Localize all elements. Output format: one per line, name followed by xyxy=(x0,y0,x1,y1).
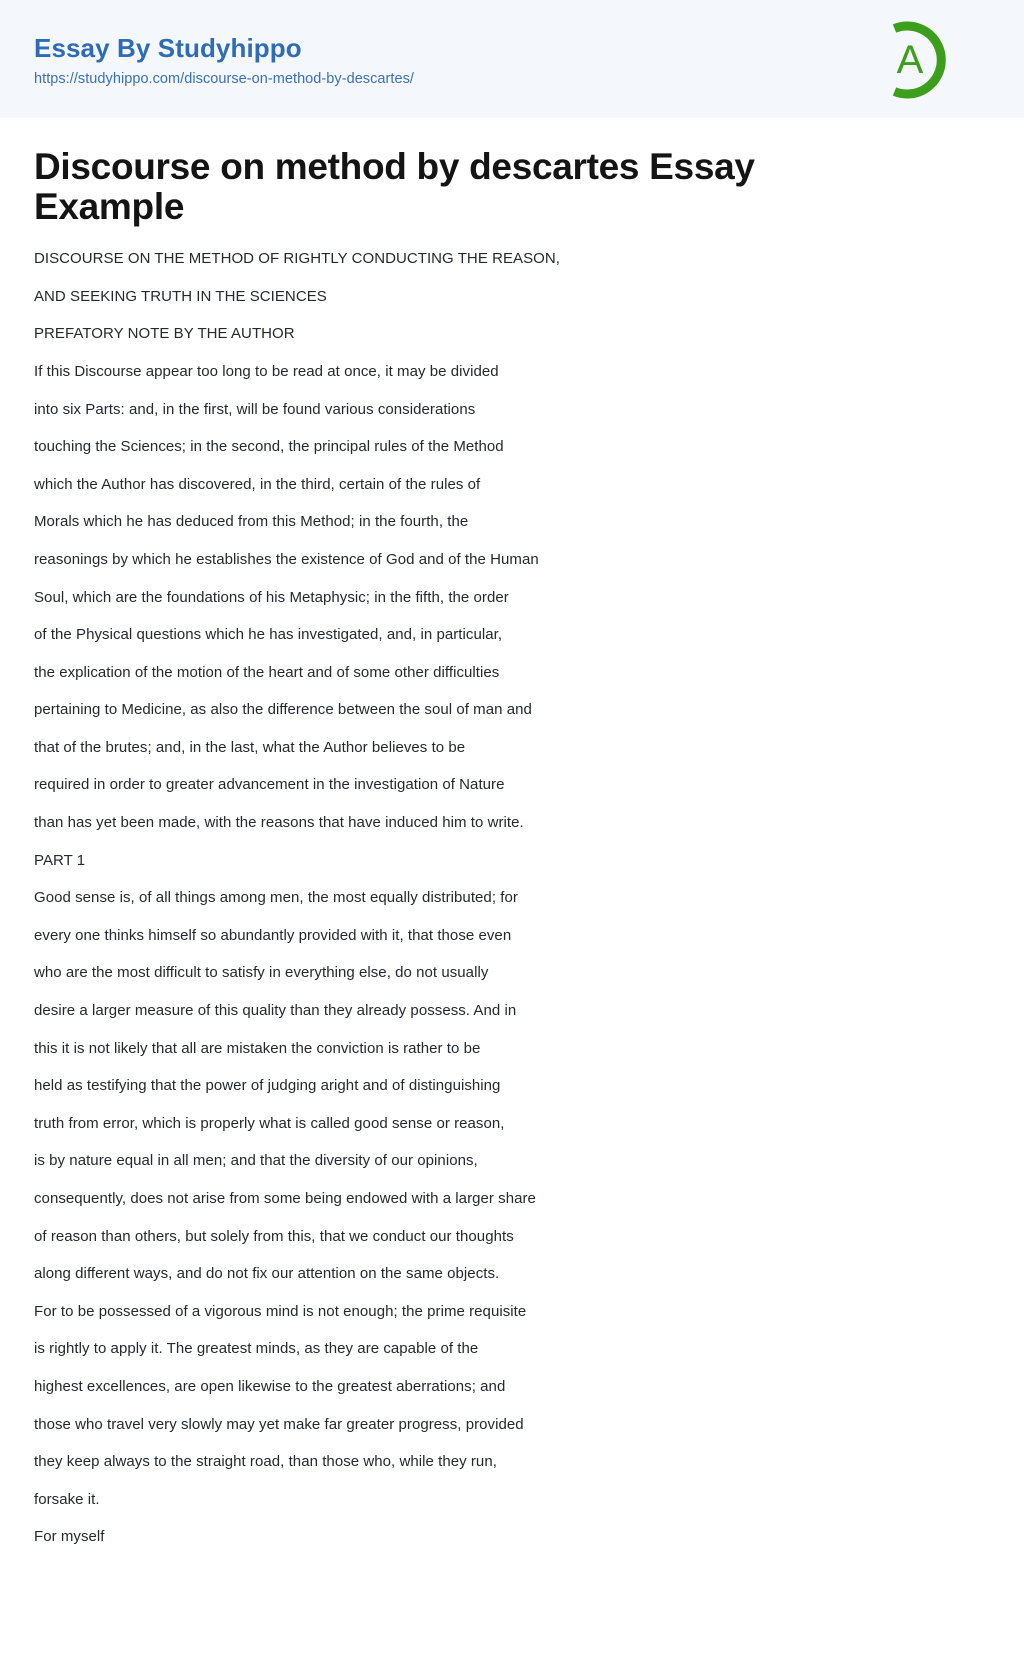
text-line: is by nature equal in all men; and that the diversity of our opinions, xyxy=(34,1152,478,1170)
text-line: every one thinks himself so abundantly provided with it, that those even xyxy=(34,926,512,944)
text-line: required in order to greater advancement in the investigation of Nature xyxy=(34,776,505,794)
paragraph-subtitle-line-2 xyxy=(34,278,990,316)
text-line: into six Parts: and, in the first, will be found various considerations xyxy=(34,400,476,418)
text-line: touching the Sciences; in the second, the principal rules of the Method xyxy=(34,438,504,456)
page-header xyxy=(0,0,1024,118)
text-line: than has yet been made, with the reasons that have induced him to write. xyxy=(34,814,524,832)
text-line: is rightly to apply it. The greatest minds, as they are capable of the xyxy=(34,1340,479,1358)
page-title: Discourse on method by descartes Essay Example xyxy=(34,146,755,227)
document-body xyxy=(0,147,1024,1556)
text-line: pertaining to Medicine, as also the difference between the soul of man and xyxy=(34,701,532,719)
text-line: along different ways, and do not fix our attention on the same objects. xyxy=(34,1265,500,1283)
text-line: PART 1 xyxy=(34,851,86,869)
paragraph-prefatory-note-heading xyxy=(34,315,990,353)
text-line: who are the most difficult to satisfy in everything else, do not usually xyxy=(34,964,489,982)
header-text-block xyxy=(34,34,414,89)
paragraph-part-1-body xyxy=(34,879,990,1293)
paragraph-part-1-heading xyxy=(34,842,990,880)
text-line: this it is not likely that all are mistaken the conviction is rather to be xyxy=(34,1039,481,1057)
text-line: truth from error, which is properly what is called good sense or reason, xyxy=(34,1114,505,1132)
text-line: of the Physical questions which he has investigated, and, in particular, xyxy=(34,626,503,644)
brand-logo-icon xyxy=(868,18,952,102)
text-line: highest excellences, are open likewise to the greatest aberrations; and xyxy=(34,1377,506,1395)
text-line: For to be possessed of a vigorous mind is not enough; the prime requisite xyxy=(34,1302,527,1320)
text-line: Good sense is, of all things among men, the most equally distributed; for xyxy=(34,889,518,907)
text-line: of reason than others, but solely from this, that we conduct our thoughts xyxy=(34,1227,514,1245)
text-line: those who travel very slowly may yet make far greater progress, provided xyxy=(34,1415,524,1433)
paragraph-part-1-body-3 xyxy=(34,1518,990,1556)
paragraph-subtitle-line-1 xyxy=(34,240,990,278)
text-line: which the Author has discovered, in the third, certain of the rules of xyxy=(34,475,481,493)
document-content xyxy=(34,240,990,1556)
brand-logo-letter: A xyxy=(896,38,924,82)
text-line: held as testifying that the power of judging aright and of distinguishing xyxy=(34,1077,501,1095)
site-title: Essay By Studyhippo xyxy=(34,32,302,63)
text-line: DISCOURSE ON THE METHOD OF RIGHTLY CONDUCTING THE REASON, xyxy=(34,250,560,268)
source-url[interactable]: https://studyhippo.com/discourse-on-method-by-descartes/ xyxy=(34,71,414,88)
text-line: that of the brutes; and, in the last, what the Author believes to be xyxy=(34,738,466,756)
text-line: the explication of the motion of the heart and of some other difficulties xyxy=(34,663,500,681)
text-line: AND SEEKING TRUTH IN THE SCIENCES xyxy=(34,287,327,305)
paragraph-prefatory-note-body xyxy=(34,353,990,842)
text-line: desire a larger measure of this quality than they already possess. And in xyxy=(34,1002,517,1020)
text-line: Morals which he has deduced from this Method; in the fourth, the xyxy=(34,513,469,531)
paragraph-part-1-body-2 xyxy=(34,1293,990,1519)
text-line: PREFATORY NOTE BY THE AUTHOR xyxy=(34,325,295,343)
text-line: Soul, which are the foundations of his Metaphysic; in the fifth, the order xyxy=(34,588,509,606)
text-line: reasonings by which he establishes the existence of God and of the Human xyxy=(34,550,539,568)
text-line: consequently, does not arise from some being endowed with a larger share xyxy=(34,1190,536,1207)
text-line: If this Discourse appear too long to be read at once, it may be divided xyxy=(34,362,499,380)
text-line: forsake it. xyxy=(34,1490,100,1508)
text-line: For myself xyxy=(34,1528,105,1546)
text-line: they keep always to the straight road, than those who, while they run, xyxy=(34,1453,497,1471)
